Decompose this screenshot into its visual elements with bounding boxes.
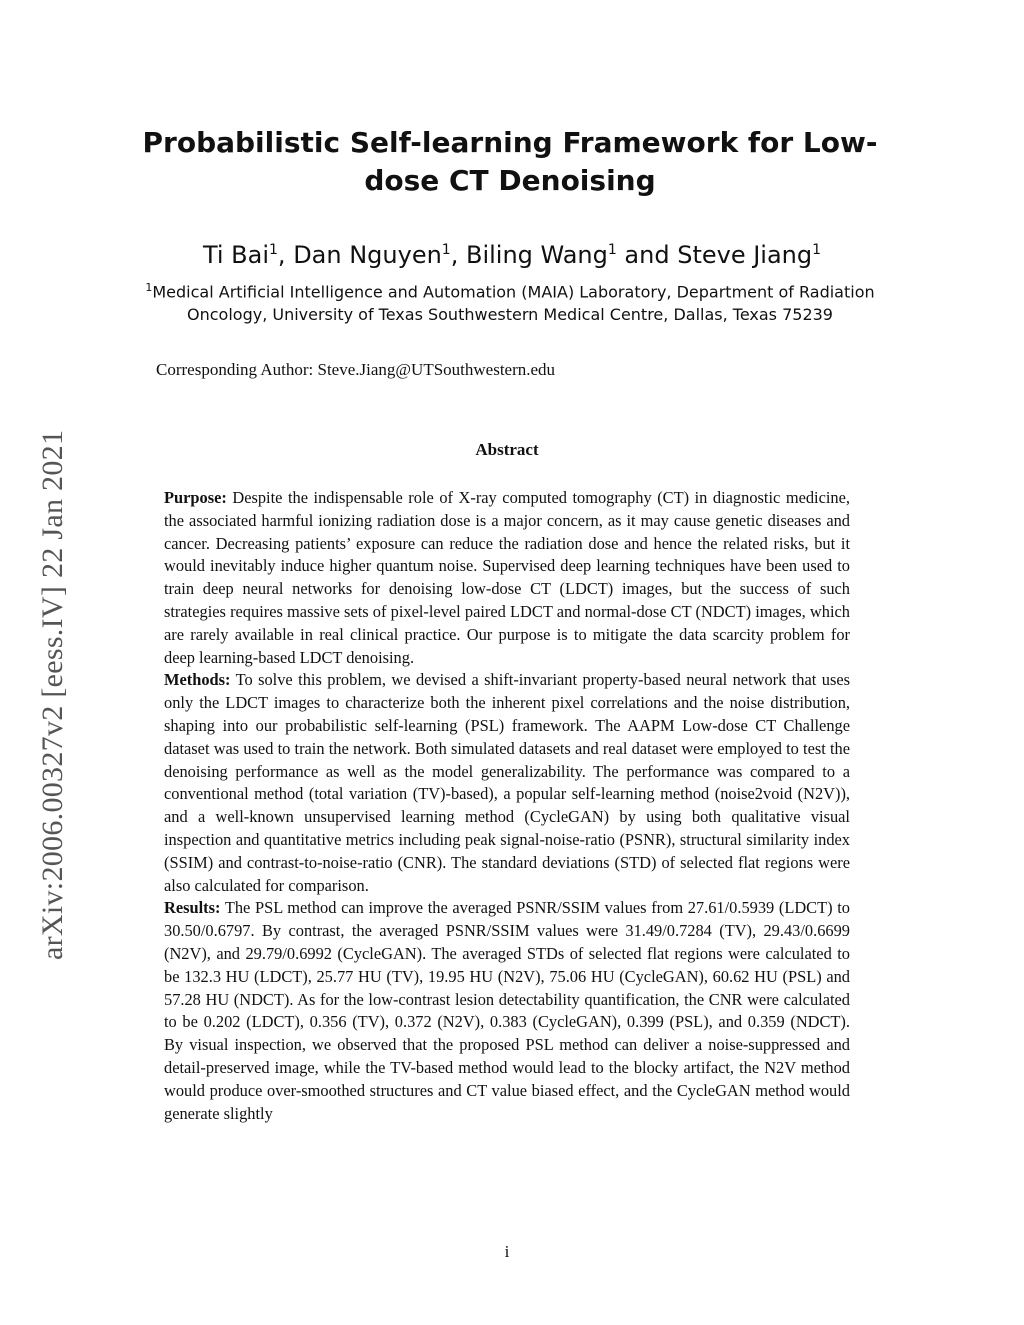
page-number: i [504,1242,510,1261]
author-separator: , [450,241,466,269]
methods-label: Methods: [164,670,231,690]
abstract-body [164,487,850,1125]
methods-text: To solve this problem, we devised a shift-invariant property-based neural network that uses only the LDCT images to characterize both the inherent pixel correlations and the noise distribution, shaping into our probabilistic self-learning (PSL) framework. The AAPM Low-dose CT Challenge dataset was used to train the network. Both simulated datasets and real dataset were employed to test the denoising performance as well as the model generalizability. The performance was compared to a conventional method (total variation (TV)-based), a popular self-learning method (noise2void (N2V)), and a well-known unsupervised learning method (CycleGAN) by using both qualitative visual inspection and quantitative metrics including peak signal-noise-ratio (PSNR), structural similarity index (SSIM) and contrast-to-noise-ratio (CNR). The standard deviations (STD) of selected flat regions were also calculated for comparison. [164,670,850,895]
author-name: Ti Bai [202,241,269,269]
purpose-label: Purpose: [164,488,227,507]
author-affiliation-marker: 1 [441,242,451,258]
abstract-methods [164,669,850,897]
paper-title: Probabilistic Self-learning Framework for Low-dose CT Denoising [142,126,878,197]
purpose-text: Despite the indispensable role of X-ray computed tomography (CT) in diagnostic medicine, the associated harmful ionizing radiation dose is a major concern, as it may cause genetic diseases and cancer. Decreasing patients’ exposure can reduce the radiation dose and hence the related risks, but it would inevitably induce higher quantum noise. Supervised deep learning techniques have been used to train deep neural networks for denoising low-dose CT (LDCT) images, but the success of such strategies requires massive sets of pixel-level paired LDCT and normal-dose CT (NDCT) images, which are rarely available in real clinical practice. Our purpose is to mitigate the data scarcity problem for deep learning-based LDCT denoising. [164,488,850,667]
affiliation-marker: 1 [145,281,153,294]
author-affiliation-marker: 1 [607,242,617,258]
author-name: Dan Nguyen [293,241,442,269]
affiliation-text: Medical Artificial Intelligence and Automation (MAIA) Laboratory, Department of Radiation Oncology, University of Texas Southwestern Medical Centre, Dallas, Texas 75239 [152,282,875,325]
author-affiliation-marker: 1 [812,242,822,258]
abstract-purpose [164,487,850,669]
corresponding-author: Corresponding Author: Steve.Jiang@UTSouthwestern.edu [156,360,556,379]
author-separator: , [277,241,294,269]
author-list [100,240,924,270]
author-affiliation-marker: 1 [269,242,278,258]
abstract-heading: Abstract [475,440,539,459]
arxiv-identifier-text: arXiv:2006.00327v2 [eess.IV] 22 Jan 2021 [36,429,69,960]
author-separator: and [616,241,678,269]
results-text: The PSL method can improve the averaged PSNR/SSIM values from 27.61/0.5939 (LDCT) to 30.50/0.6797. By contrast, the averaged PSNR/SSIM values were 31.49/0.7284 (TV), 29.43/0.6699 (N2V), and 29.79/0.6992 (CycleGAN). The averaged STDs of selected flat regions were calculated to be 132.3 HU (LDCT), 25.77 HU (TV), 19.95 HU (N2V), 75.06 HU (CycleGAN), 60.62 HU (PSL) and 57.28 HU (NDCT). As for the low-contrast lesion detectability quantification, the CNR were calculated to be 0.202 (LDCT), 0.356 (TV), 0.372 (N2V), 0.383 (CycleGAN), 0.399 (PSL), and 0.359 (NDCT). By visual inspection, we observed that the proposed PSL method can deliver a noise-suppressed and detail-preserved image, while the TV-based method would lead to the blocky artifact, the N2V method would produce over-smoothed structures and CT value biased effect, and the CycleGAN method would generate slightly [164,898,850,1123]
author-name: Steve Jiang [677,241,813,269]
abstract-results [164,897,850,1125]
results-label: Results: [164,898,221,918]
affiliation [110,276,910,326]
author-name: Biling Wang [465,241,608,269]
